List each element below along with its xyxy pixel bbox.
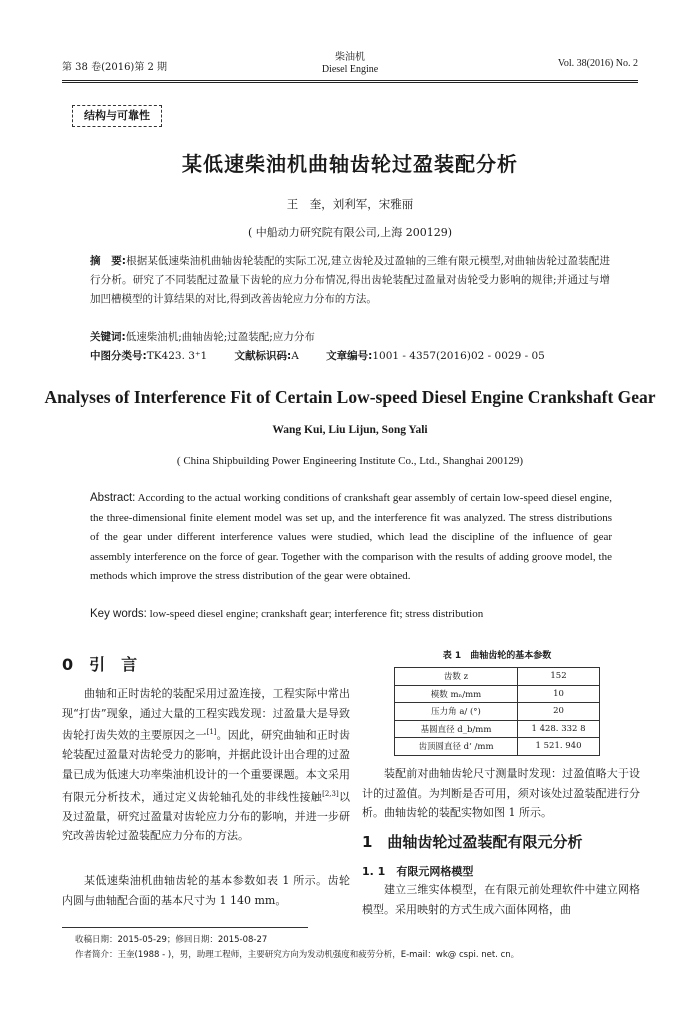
table-row <box>395 685 600 703</box>
keywords-cn <box>90 328 610 347</box>
section-0-text-a: 曲轴和正时齿轮的装配采用过盈连接，工程实际中常出现“打齿”现象，通过大量的工程实践发现：过盈量大是导致齿轮打齿失效的主要原因之一 <box>62 687 350 742</box>
header-rule-second <box>62 82 638 83</box>
citation-ref-2: [2,3] <box>322 789 339 798</box>
subsection-1-1-text: 建立三维实体模型，在有限元前处理软件中建立网格模型。采用映射的方式生成六面体网格，曲 <box>362 883 640 916</box>
param-value-cell: 10 <box>518 685 600 703</box>
journal-name-en: Diesel Engine <box>321 64 379 75</box>
subsection-1-1-heading: 1. 1 有限元网格模型 <box>362 865 474 878</box>
paper-title-en: Analyses of Interference Fit of Certain Low-speed Diesel Engine Crankshaft Gear <box>44 387 656 407</box>
keywords-en-label: Key words: <box>90 608 147 620</box>
abstract-cn-label: 摘 要: <box>90 255 127 267</box>
journal-volume: Vol. 38(2016) No. 2 <box>557 58 638 69</box>
table-1-caption: 表 1 曲轴齿轮的基本参数 <box>442 651 552 661</box>
section-0-text-c: 以及过盈量，研究过盈量对齿轮应力分布的影响，并进一步研究改善齿轮过盈装配应力分布的方法。 <box>62 790 351 843</box>
classification-line <box>90 347 610 366</box>
section-tag: 结构与可靠性 <box>72 105 162 127</box>
footnote-rule <box>62 927 308 928</box>
keywords-en-text: low-speed diesel engine; crankshaft gear; interference fit; stress distribution <box>149 608 484 620</box>
keywords-en <box>90 605 612 625</box>
section-0-paragraph-1 <box>62 684 350 846</box>
param-value-cell: 152 <box>518 668 600 686</box>
journal-issue: 第 38 卷(2016)第 2 期 <box>62 62 168 73</box>
table-row <box>395 668 600 686</box>
section-1-heading: 1 曲轴齿轮过盈装配有限元分析 <box>362 833 583 851</box>
param-name-cell: 模数 mₙ/mm <box>395 685 518 703</box>
param-name-cell: 齿数 z <box>395 668 518 686</box>
param-value-cell: 1 521. 940 <box>518 738 600 756</box>
affiliation-en: ( China Shipbuilding Power Engineering Institute Co., Ltd., Shanghai 200129) <box>176 455 524 467</box>
journal-name-cn: 柴油机 <box>335 52 365 63</box>
doc-code-label: 文献标识码: <box>234 350 292 362</box>
header-rule <box>62 80 638 81</box>
param-value-cell: 1 428. 332 8 <box>518 720 600 738</box>
authors-en: Wang Kui, Liu Lijun, Song Yali <box>272 424 428 436</box>
abstract-en-text: According to the actual working conditions of crankshaft gear assembly of certain low-speed diesel engine, the three-dimensional finite element model was set up, and the interference fit was analyzed. The stress distributions of the gear under different interference values were studied, which lead the discipline of the influence of gear assembly interference on the force of gear. Together with the comparison with the results of adding groove model, the methods which improve the stress distribution of the gear were obtained. <box>90 492 612 582</box>
section-0-heading: 0 引 言 <box>62 655 138 674</box>
citation-ref-1: [1] <box>206 728 217 737</box>
param-name-cell: 压力角 a/ (°) <box>395 703 518 721</box>
abstract-cn <box>90 252 610 309</box>
table-1 <box>394 667 600 756</box>
param-name-cell: 基圆直径 d_b/mm <box>395 720 518 738</box>
param-name-cell: 齿顶圆直径 d’ /mm <box>395 738 518 756</box>
keywords-cn-text: 低速柴油机;曲轴齿轮;过盈装配;应力分布 <box>125 331 315 343</box>
right-column-paragraph: 装配前对曲轴齿轮尺寸测量时发现：过盈值略大于设计的过盈值。为判断是否可用，须对该处过盈装配进行分析。曲轴齿轮的装配实物如图 1 所示。 <box>362 767 640 820</box>
param-value-cell: 20 <box>518 703 600 721</box>
keywords-cn-label: 关键词: <box>90 331 126 343</box>
clc-value: TK423. 3⁺1 <box>146 350 208 362</box>
section-0-text-b: 。因此，研究曲轴和正时齿轮装配过盈量对齿轮受力的影响，并据此设计出合理的过盈量已成为低速大功率柴油机设计的一个重要课题。本文采用有限元分析技术，通过定义齿轮轴孔处的非线性接触 <box>62 728 351 804</box>
footnote-dates: 收稿日期：2015-05-29；修回日期：2015-08-27 <box>75 935 268 945</box>
article-no-label: 文章编号: <box>326 350 373 362</box>
abstract-en-label: Abstract: <box>90 492 136 504</box>
authors-cn: 王 奎，刘利军，宋雅丽 <box>286 197 414 211</box>
abstract-cn-text: 根据某低速柴油机曲轴齿轮装配的实际工况,建立齿轮及过盈轴的三维有限元模型,对曲轴齿轮过盈装配进行分析。研究了不同装配过盈量下齿轮的应力分布情况,得出齿轮装配过盈量对齿轮受力影响的规律;并通过与增加凹槽模型的计算结果的对比,得到改善齿轮应力分布的方法。 <box>90 255 610 305</box>
table-row <box>395 738 600 756</box>
affiliation-cn: ( 中船动力研究院有限公司,上海 200129) <box>247 226 453 239</box>
article-no-value: 1001 - 4357(2016)02 - 0029 - 05 <box>372 350 545 362</box>
footnote-author-bio: 作者简介：王奎(1988 - )，男，助理工程师，主要研究方向为发动机强度和疲劳分析，E-mail：wk@ cspi. net. cn。 <box>75 950 520 960</box>
abstract-en <box>90 489 612 587</box>
clc-label: 中图分类号: <box>90 350 147 362</box>
table-row <box>395 703 600 721</box>
table-row <box>395 720 600 738</box>
doc-code-value: A <box>291 350 299 362</box>
paper-title-cn: 某低速柴油机曲轴齿轮过盈装配分析 <box>182 152 518 176</box>
section-0-paragraph-2: 某低速柴油机曲轴齿轮的基本参数如表 1 所示。齿轮内圆与曲轴配合面的基本尺寸为 1 140 mm。 <box>62 874 350 907</box>
